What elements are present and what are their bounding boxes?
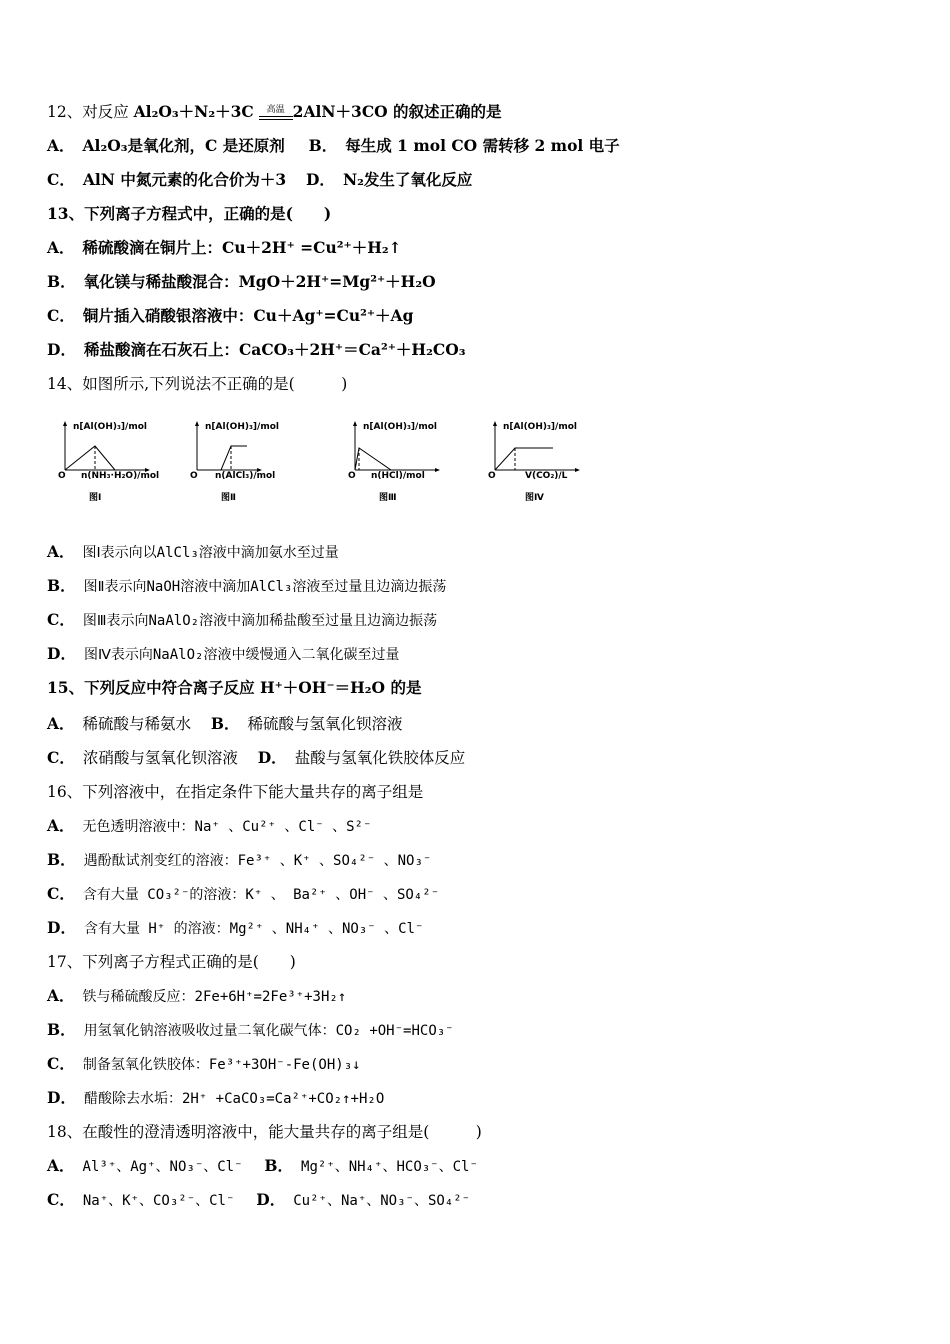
option-text: Al₂O₃是氧化剂，C 是还原剂 <box>82 136 285 155</box>
q15-options-cd <box>47 747 465 769</box>
figure-3-xlabel: n(HCl)/mol <box>371 471 425 481</box>
q17-option-d <box>47 1087 384 1110</box>
option-label: B． <box>47 1020 76 1039</box>
figure-1 <box>55 418 175 514</box>
reaction-condition-arrow <box>259 106 293 120</box>
option-label: B． <box>47 272 76 291</box>
q14-option-d <box>47 643 399 666</box>
reaction-condition: 高温 <box>266 105 285 115</box>
option-label: A． <box>47 542 75 561</box>
q15-options-ab <box>47 713 403 735</box>
option-label: C． <box>47 1054 75 1073</box>
q16-option-c <box>47 883 439 906</box>
option-text: 稀硫酸与氢氧化钡溶液 <box>247 715 403 733</box>
figure-4-xlabel: V(CO₂)/L <box>525 471 568 481</box>
q13-option-a <box>47 237 402 259</box>
option-label: A． <box>47 1156 75 1175</box>
figure-1-origin: O <box>58 471 66 481</box>
q15-stem: 15、下列反应中符合离子反应 H⁺＋OH⁻＝H₂O 的是 <box>47 678 422 697</box>
figure-1-caption: 图Ⅰ <box>89 493 102 503</box>
option-label: B． <box>47 850 76 869</box>
option-text: 图Ⅲ表示向NaAlO₂溶液中滴加稀盐酸至过量且边滴边振荡 <box>82 613 438 629</box>
option-label: B． <box>210 714 240 733</box>
option-label: D． <box>47 644 76 663</box>
option-text: 稀盐酸滴在石灰石上：CaCO₃＋2H⁺＝Ca²⁺＋H₂CO₃ <box>83 340 466 359</box>
option-label: D． <box>47 918 76 937</box>
q14-option-a <box>47 541 339 564</box>
q18-stem: 18、在酸性的澄清透明溶液中，能大量共存的离子组是( ) <box>47 1123 482 1141</box>
option-label: C． <box>47 1190 75 1209</box>
q12-options-cd <box>47 169 472 191</box>
option-text: Al³⁺、Ag⁺、NO₃⁻、Cl⁻ <box>82 1159 243 1175</box>
q16-option-b <box>47 849 431 872</box>
figure-4-caption: 图Ⅳ <box>525 493 544 503</box>
option-label: B． <box>264 1156 294 1175</box>
option-label: A． <box>47 714 75 733</box>
figure-3-origin: O <box>348 471 356 481</box>
option-text: 图Ⅳ表示向NaAlO₂溶液中缓慢通入二氧化碳至过量 <box>83 647 400 663</box>
figure-2 <box>187 418 307 514</box>
option-label: D． <box>305 170 335 189</box>
q18-options-ab <box>47 1155 478 1178</box>
q14-option-c <box>47 609 437 632</box>
q17-option-a <box>47 985 346 1008</box>
q17-option-b <box>47 1019 454 1042</box>
option-text: 制备氢氧化铁胶体：Fe³⁺+3OH⁻-Fe(OH)₃↓ <box>82 1057 361 1073</box>
option-text: 图Ⅰ表示向以AlCl₃溶液中滴加氨水至过量 <box>82 545 339 561</box>
option-text: 稀硫酸与稀氨水 <box>82 715 192 733</box>
option-label: D． <box>47 340 76 359</box>
option-text: 盐酸与氢氧化铁胶体反应 <box>294 749 466 767</box>
q13-option-d <box>47 339 465 361</box>
option-text: 铜片插入硝酸银溶液中：Cu＋Ag⁺=Cu²⁺＋Ag <box>82 306 414 325</box>
option-text: 氧化镁与稀盐酸混合：MgO＋2H⁺=Mg²⁺＋H₂O <box>83 272 436 291</box>
option-text: 遇酚酞试剂变红的溶液：Fe³⁺ 、K⁺ 、SO₄²⁻ 、NO₃⁻ <box>83 853 432 869</box>
option-label: A． <box>47 136 75 155</box>
figure-4-ylabel: n[Al(OH)₃]/mol <box>503 422 577 432</box>
q14-stem: 14、如图所示,下列说法不正确的是( ) <box>47 375 348 393</box>
figure-2-origin: O <box>190 471 198 481</box>
option-label: C． <box>47 306 75 325</box>
option-text: 稀硫酸滴在铜片上：Cu＋2H⁺ =Cu²⁺＋H₂↑ <box>82 238 402 257</box>
figure-1-ylabel: n[Al(OH)₃]/mol <box>73 422 147 432</box>
option-label: C． <box>47 610 75 629</box>
q16-option-d <box>47 917 423 940</box>
option-text: 醋酸除去水垢：2H⁺ +CaCO₃=Ca²⁺+CO₂↑+H₂O <box>83 1091 385 1107</box>
q12-eq-right: 2AlN＋3CO 的叙述正确的是 <box>292 102 502 121</box>
figure-3-ylabel: n[Al(OH)₃]/mol <box>363 422 437 432</box>
option-label: B． <box>47 576 76 595</box>
option-label: C． <box>47 884 75 903</box>
q16-option-a <box>47 815 371 838</box>
option-text: 每生成 1 mol CO 需转移 2 mol 电子 <box>345 136 620 155</box>
option-text: Cu²⁺、Na⁺、NO₃⁻、SO₄²⁻ <box>293 1193 471 1209</box>
option-label: D． <box>47 1088 76 1107</box>
q12-stem <box>47 101 502 123</box>
option-label: C． <box>47 748 75 767</box>
option-text: Mg²⁺、NH₄⁺、HCO₃⁻、Cl⁻ <box>301 1159 478 1175</box>
figure-3-caption: 图Ⅲ <box>379 493 397 503</box>
option-text: 用氢氧化钠溶液吸收过量二氧化碳气体：CO₂ +OH⁻=HCO₃⁻ <box>83 1023 454 1039</box>
option-label: B． <box>308 136 338 155</box>
figure-2-xlabel: n(AlCl₃)/mol <box>215 471 276 481</box>
option-label: D． <box>256 1190 286 1209</box>
figure-4 <box>485 418 605 514</box>
option-label: A． <box>47 986 75 1005</box>
q17-stem: 17、下列离子方程式正确的是( ) <box>47 953 296 971</box>
option-label: A． <box>47 238 75 257</box>
option-label: C． <box>47 170 75 189</box>
option-text: 浓硝酸与氢氧化钡溶液 <box>82 749 238 767</box>
option-text: 含有大量 CO₃²⁻的溶液：K⁺ 、 Ba²⁺ 、OH⁻ 、SO₄²⁻ <box>82 887 440 903</box>
option-text: Na⁺、K⁺、CO₃²⁻、Cl⁻ <box>82 1193 235 1209</box>
q12-options-ab <box>47 135 620 157</box>
option-text: 图Ⅱ表示向NaOH溶液中滴加AlCl₃溶液至过量且边滴边振荡 <box>83 579 447 595</box>
figure-1-xlabel: n(NH₃·H₂O)/mol <box>81 471 160 481</box>
q13-option-b <box>47 271 436 293</box>
option-text: 铁与稀硫酸反应：2Fe+6H⁺=2Fe³⁺+3H₂↑ <box>82 989 347 1005</box>
figure-2-ylabel: n[Al(OH)₃]/mol <box>205 422 279 432</box>
q13-stem: 13、下列离子方程式中，正确的是( ) <box>47 204 332 223</box>
figure-4-origin: O <box>488 471 496 481</box>
q13-option-c <box>47 305 413 327</box>
figure-3 <box>345 418 465 514</box>
figure-2-caption: 图Ⅱ <box>221 493 236 503</box>
q18-options-cd <box>47 1189 470 1212</box>
q12-eq-left: Al₂O₃＋N₂＋3C <box>133 102 254 121</box>
option-text: 无色透明溶液中：Na⁺ 、Cu²⁺ 、Cl⁻ 、S²⁻ <box>82 819 372 835</box>
option-text: N₂发生了氧化反应 <box>342 170 473 189</box>
option-text: AlN 中氮元素的化合价为＋3 <box>82 170 287 189</box>
q17-option-c <box>47 1053 361 1076</box>
q12-prefix: 12、对反应 <box>47 103 134 121</box>
option-label: A． <box>47 816 75 835</box>
q14-option-b <box>47 575 446 598</box>
option-text: 含有大量 H⁺ 的溶液：Mg²⁺ 、NH₄⁺ 、NO₃⁻ 、Cl⁻ <box>83 921 424 937</box>
q14-figures <box>55 418 595 514</box>
option-label: D． <box>257 748 287 767</box>
q16-stem: 16、下列溶液中，在指定条件下能大量共存的离子组是 <box>47 783 424 801</box>
